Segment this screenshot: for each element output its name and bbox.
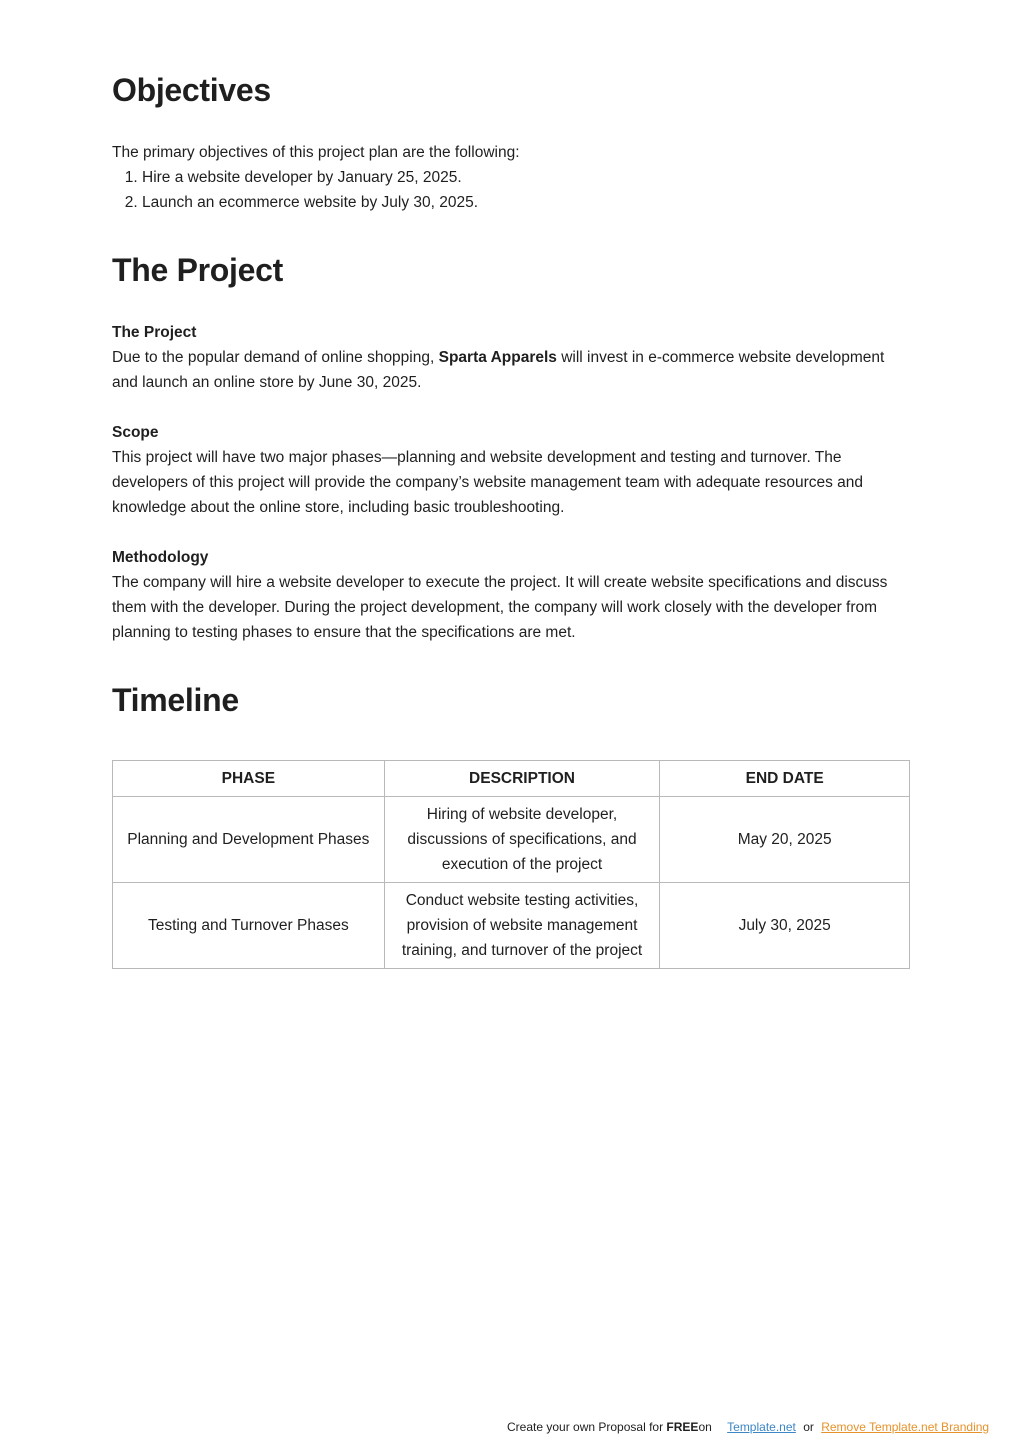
column-header-description: DESCRIPTION	[384, 761, 660, 797]
table-row	[113, 883, 910, 969]
scope-title: Scope	[112, 424, 159, 441]
objective-item: 1. Hire a website developer by January 25, 2025.	[142, 165, 910, 190]
column-header-phase: PHASE	[113, 761, 385, 797]
timeline-table	[112, 760, 910, 969]
methodology-title: Methodology	[112, 549, 209, 566]
cell-description: Conduct website testing activities, provision of website management training, and turnover of the project	[384, 883, 660, 969]
project-overview-text-after: will invest in e-commerce website development and launch an online store by June 30, 2025.	[112, 349, 885, 391]
project-heading: The Project	[112, 252, 283, 288]
cell-end-date: July 30, 2025	[660, 883, 910, 969]
project-overview-text	[112, 345, 910, 395]
project-overview-text-before: Due to the popular demand of online shopping,	[112, 349, 439, 366]
objectives-heading: Objectives	[112, 72, 271, 108]
table-row	[113, 797, 910, 883]
template-footer	[507, 1418, 989, 1436]
objectives-list	[112, 165, 910, 215]
methodology-text: The company will hire a website developer to execute the project. It will create website specifications and discuss them with the developer. During the project development, the company will work closely with the developer from planning to testing phases to ensure that the specifications are met.	[112, 574, 888, 641]
footer-free: FREE	[666, 1420, 699, 1434]
table-header-row	[113, 761, 910, 797]
objective-item: 2. Launch an ecommerce website by July 30, 2025.	[142, 190, 910, 215]
remove-branding-link[interactable]: Remove Template.net Branding	[821, 1420, 990, 1434]
cell-phase: Planning and Development Phases	[113, 797, 385, 883]
project-overview-title: The Project	[112, 324, 197, 341]
cell-description: Hiring of website developer, discussions of specifications, and execution of the project	[384, 797, 660, 883]
company-name: Sparta Apparels	[438, 349, 557, 366]
footer-text: Create your own Proposal for	[507, 1420, 667, 1434]
column-header-end-date: END DATE	[660, 761, 910, 797]
scope-text: This project will have two major phases—planning and website development and testing and turnover. The developers of this project will provide the company’s website management team with adequate resources and knowledge about the online store, including basic troubleshooting.	[112, 449, 864, 516]
timeline-heading: Timeline	[112, 682, 239, 718]
cell-phase: Testing and Turnover Phases	[113, 883, 385, 969]
objectives-intro: The primary objectives of this project plan are the following:	[112, 144, 520, 161]
cell-end-date: May 20, 2025	[660, 797, 910, 883]
footer-on: on	[698, 1420, 712, 1434]
template-net-link[interactable]: Template.net	[727, 1420, 796, 1434]
footer-or: or	[803, 1420, 814, 1434]
